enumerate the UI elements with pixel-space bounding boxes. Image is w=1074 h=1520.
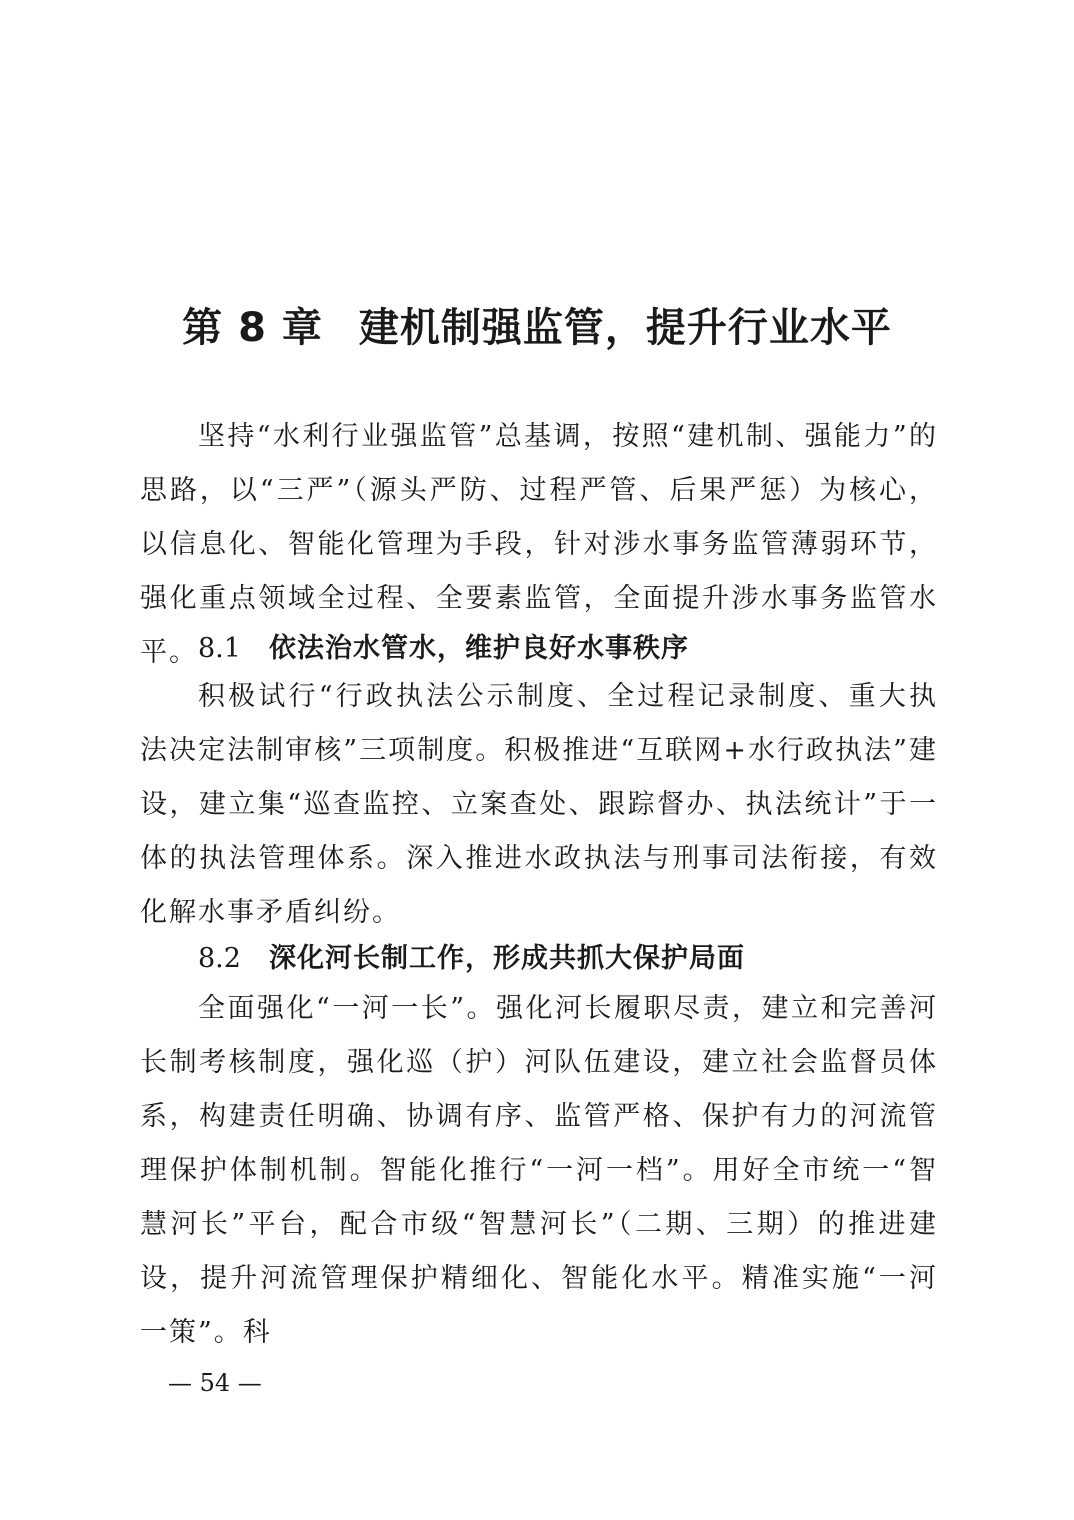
section-number: 8.2 xyxy=(198,943,241,974)
chapter-title-text: 建机制强监管，提升行业水平 xyxy=(358,305,892,351)
intro-paragraph: 坚持“水利行业强监管”总基调，按照“建机制、强能力”的思路，以“三严”（源头严防、过程严管、后果严惩）为核心，以信息化、智能化管理为手段，针对涉水事务监管薄弱环节，强化重点领域全过程、全要素监管，全面提升涉水事务监管水平。 xyxy=(140,421,938,668)
section-title: 深化河长制工作，形成共抓大保护局面 xyxy=(268,943,745,974)
chapter-number: 第 8 章 xyxy=(182,305,323,351)
chapter-title xyxy=(0,298,1074,358)
section-8-1-paragraph: 积极试行“行政执法公示制度、全过程记录制度、重大执法决定法制审核”三项制度。积极推进“互联网+水行政执法”建设，建立集“巡查监控、立案查处、跟踪督办、执法统计”于一体的执法管理体系。深入推进水政执法与刑事司法衔接，有效化解水事矛盾纠纷。 xyxy=(140,681,938,928)
section-8-2-paragraph: 全面强化“一河一长”。强化河长履职尽责，建立和完善河长制考核制度，强化巡（护）河队伍建设，建立社会监督员体系，构建责任明确、协调有序、监管严格、保护有力的河流管理保护体制机制。智能化推行“一河一档”。用好全市统一“智慧河长”平台，配合市级“智慧河长”（二期、三期）的推进建设，提升河流管理保护精细化、智能化水平。精准实施“一河一策”。科 xyxy=(140,993,938,1348)
section-number: 8.1 xyxy=(198,633,241,664)
section-heading-8-2 xyxy=(198,932,745,986)
section-title: 依法治水管水，维护良好水事秩序 xyxy=(268,633,689,664)
page-number: — 54 — xyxy=(168,1369,262,1397)
section-heading-8-1 xyxy=(198,622,689,676)
